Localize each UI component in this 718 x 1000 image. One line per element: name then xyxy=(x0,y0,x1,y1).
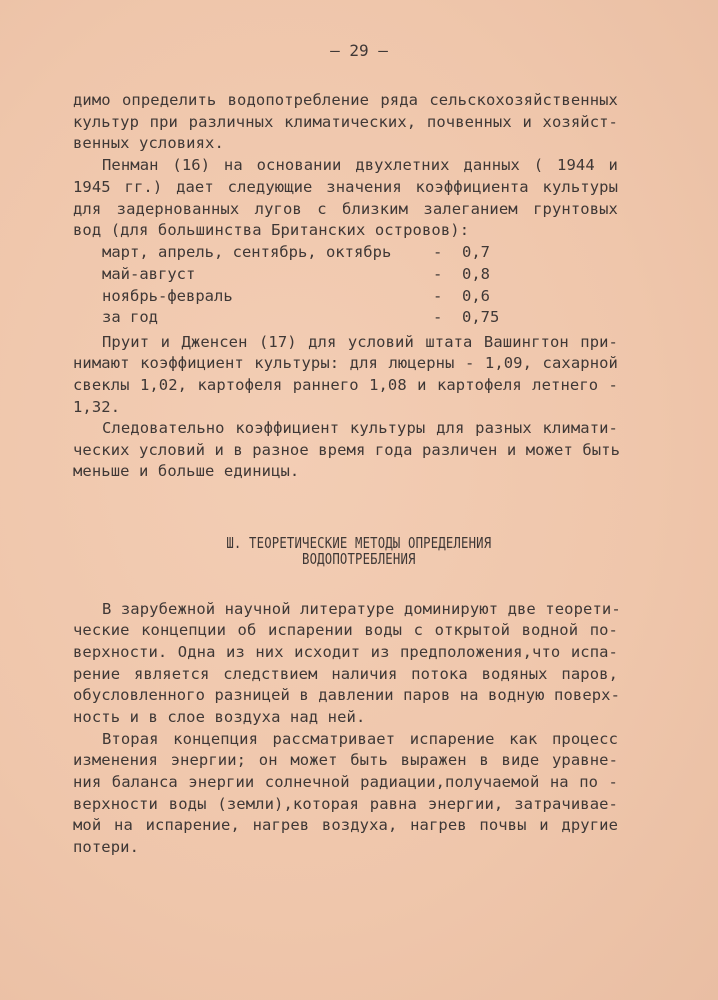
paragraph-4-line-3: меньше и больше единицы. xyxy=(73,462,300,480)
section-heading-line-2: ВОДОПОТРЕБЛЕНИЯ xyxy=(302,550,416,568)
paragraph-2-line-4: вод (для большинства Британских островов): xyxy=(73,221,470,239)
coefficient-dash: - xyxy=(433,287,443,305)
coefficient-dash: - xyxy=(433,308,443,326)
paragraph-3-line-3: свеклы 1,02, картофеля раннего 1,08 и картофеля летнего - xyxy=(73,376,618,394)
paragraph-5-line-4: рение является следствием наличия потока водяных паров, xyxy=(73,665,618,683)
paragraph-5-line-2: ческие концепции об испарении воды с открытой водной по- xyxy=(73,621,618,639)
paragraph-2-line-2: 1945 гг.) дает следующие значения коэффициента культуры xyxy=(73,178,618,196)
coefficient-value: 0,7 xyxy=(462,243,490,261)
paragraph-6-line-1: Вторая концепция рассматривает испарение как процесс xyxy=(102,730,618,748)
paragraph-4-line-1: Следовательно коэффициент культуры для разных климати- xyxy=(102,419,618,437)
coefficient-value: 0,6 xyxy=(462,287,490,305)
coefficient-value: 0,8 xyxy=(462,265,490,283)
coefficient-value: 0,75 xyxy=(462,308,500,326)
paragraph-6-line-3: ния баланса энергии солнечной радиации,получаемой на по - xyxy=(73,773,618,791)
page-number: — 29 — xyxy=(330,41,388,60)
paragraph-6-line-2: изменения энергии; он может быть выражен в виде уравне- xyxy=(73,751,618,769)
paragraph-1-line-3: венных условиях. xyxy=(73,134,224,152)
paragraph-5-line-3: верхности. Одна из них исходит из предположения,что испа- xyxy=(73,643,618,661)
paragraph-3-line-1: Пруит и Дженсен (17) для условий штата Вашингтон при- xyxy=(102,333,618,351)
paragraph-5-line-6: ность и в слое воздуха над ней. xyxy=(73,708,366,726)
paragraph-3-line-2: нимают коэффициент культуры: для люцерны - 1,09, сахарной xyxy=(73,354,618,372)
paragraph-2-line-1: Пенман (16) на основании двухлетних данных ( 1944 и xyxy=(102,156,618,174)
coefficient-label: март, апрель, сентябрь, октябрь xyxy=(102,243,392,261)
paragraph-6-line-6: потери. xyxy=(73,838,140,856)
paragraph-6-line-4: верхности воды (земли),которая равна энергии, затрачивае- xyxy=(73,795,618,813)
paragraph-6-line-5: мой на испарение, нагрев воздуха, нагрев почвы и другие xyxy=(73,816,618,834)
coefficient-dash: - xyxy=(433,243,443,261)
paragraph-1-line-2: культур при различных климатических, почвенных и хозяйст- xyxy=(73,113,618,131)
paragraph-5-line-1: В зарубежной научной литературе доминируют две теорети- xyxy=(102,600,621,618)
coefficient-label: за год xyxy=(102,308,158,326)
paragraph-3-line-4: 1,32. xyxy=(73,398,121,416)
paragraph-5-line-5: обусловленного разницей в давлении паров на водную поверх- xyxy=(73,686,621,704)
coefficient-label: ноябрь-февраль xyxy=(102,287,233,305)
coefficient-label: май-август xyxy=(102,265,196,283)
paragraph-2-line-3: для задернованных лугов с близким залеганием грунтовых xyxy=(73,200,618,218)
coefficient-dash: - xyxy=(433,265,443,283)
section-heading-line-1: Ш. ТЕОРЕТИЧЕСКИЕ МЕТОДЫ ОПРЕДЕЛЕНИЯ xyxy=(226,534,492,552)
paragraph-4-line-2: ческих условий и в разное время года различен и может быть xyxy=(73,441,621,459)
paragraph-1-line-1: димо определить водопотребление ряда сельскохозяйственных xyxy=(73,91,618,109)
